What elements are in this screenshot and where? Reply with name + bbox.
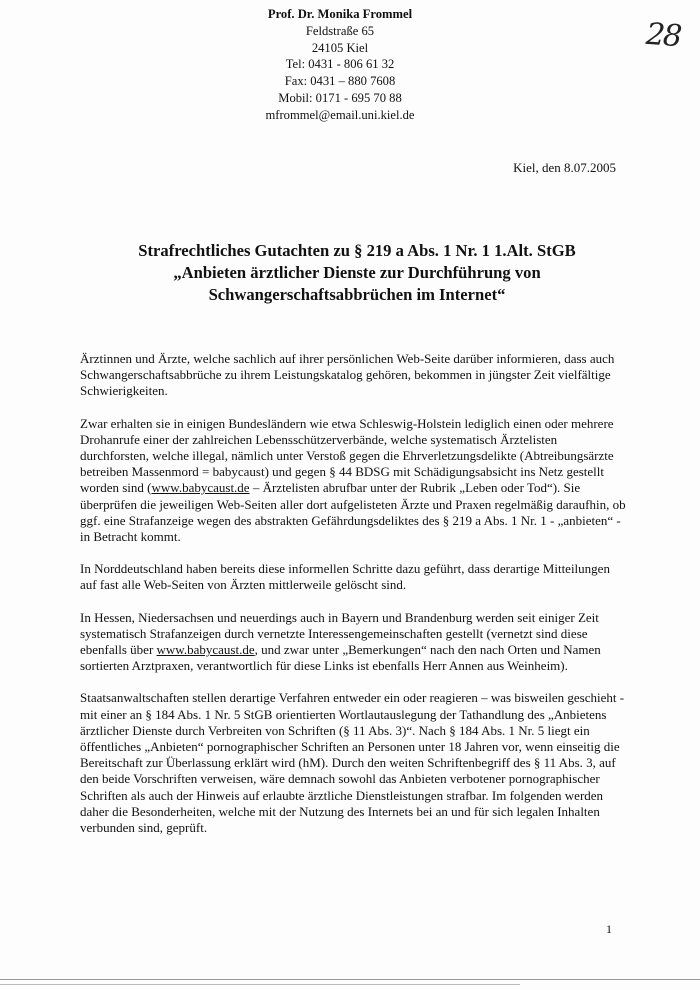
address-street: Feldstraße 65: [305, 23, 375, 38]
address-city: 24105 Kiel: [311, 40, 369, 55]
letterhead: [230, 6, 450, 124]
paragraph-2-text-a: Zwar erhalten sie in einigen Bundesländern wie etwa Schleswig-Holstein lediglich einen oder mehrere Drohanrufe einer der zahlreichen Lebensschützerverbände, welche systematisch Ärztelisten durchforsten, welche illegal, nämlich unter Verstoß gegen die Ehrverletzungsdelikte (Abtreibungsärzte betreiben Massenmord = babycaust) und gegen § 44 BDSG mit Schädigungsabsicht ins Netz gestellt worden sind (: [80, 415, 614, 496]
mobile-number: Mobil: 0171 - 695 70 88: [278, 90, 402, 105]
title-line-1: Strafrechtliches Gutachten zu § 219 a Abs. 1 Nr. 1 1.Alt. StGB: [138, 241, 576, 260]
phone-number: Tel: 0431 - 806 61 32: [285, 57, 395, 72]
paragraph-1: Ärztinnen und Ärzte, welche sachlich auf ihrer persönlichen Web-Seite darüber informieren, dass auch Schwangerschaftsabbrüche zu ihrem Leistungskatalog gehören, bekommen in jüngster Zeit vielfältige Schwierigkeiten.: [80, 351, 615, 399]
body-text: [80, 351, 628, 852]
paragraph-4: [80, 610, 628, 675]
paragraph-5: Staatsanwaltschaften stellen derartige Verfahren entweder ein oder reagieren – was bisweilen geschieht - mit einer an § 184 Abs. 1 Nr. 5 StGB orientierten Wortlautauslegung der Tathandlung des „Anbietens ärztlicher Dienste durch Verbreiten von Schriften (§ 11 Abs. 3)“. Nach § 184 Abs. 1 Nr. 5 liegt ein öffentliches „Anbieten“ pornographischer Schriften an Personen unter 18 Jahren vor, wenn einseitig die Bereitschaft zur Überlassung erklärt wird (hM). Durch den weiten Schriftenbegriff des § 11 Abs. 3, auf den beide Vorschriften verweisen, wäre demnach sowohl das Anbieten verbotener pornographischer Schriften als auch der Hinweis auf erlaubte ärztliche Dienstleistungen strafbar. Im folgenden werden daher die Besonderheiten, welche mit der Nutzung des Internets bei an und für sich legalen Inhalten verbunden sind, geprüft.: [80, 690, 625, 836]
email-address: mfrommel@email.uni.kiel.de: [265, 107, 415, 122]
paragraph-3: In Norddeutschland haben bereits diese informellen Schritte dazu geführt, dass derartige Mitteilungen auf fast alle Web-Seiten von Ärzten mittlerweile gelöscht sind.: [80, 561, 610, 593]
scan-edge-line: [0, 979, 700, 980]
page-number: 1: [606, 922, 612, 936]
author-name: Prof. Dr. Monika Frommel: [267, 7, 413, 21]
babycaust-link[interactable]: www.babycaust.de: [151, 480, 250, 496]
paragraph-4-text-b: , und zwar unter „Bemerkungen“ nach den nach Orten und Namen sortierten Arztpraxen, verantwortlich für diese Links ist ebenfalls Herr Annen aus Weinheim).: [80, 642, 601, 674]
babycaust-link-2[interactable]: www.babycaust.de: [156, 642, 255, 658]
date-line: Kiel, den 8.07.2005: [513, 160, 616, 175]
document-title: [60, 240, 654, 306]
fax-number: Fax: 0431 – 880 7608: [284, 74, 396, 89]
paragraph-2: [80, 416, 628, 546]
paragraph-2-text-b: – Ärztelisten abrufbar unter der Rubrik „Leben oder Tod“). Sie überprüfen die jeweiligen Web-Seiten aller dort aufgelisteten Ärzte und Praxen regelmäßig daraufhin, ob ggf. eine Strafanzeige wegen des abstrakten Gefährdungsdeliktes des § 219 a Abs. 1 Nr. 1 - „anbieten“ - in Betracht kommt.: [80, 480, 626, 545]
title-line-3: Schwangerschaftsabbrüchen im Internet“: [208, 285, 506, 304]
scan-edge-line-secondary: [0, 984, 520, 985]
title-line-2: „Anbieten ärztlicher Dienste zur Durchführung von: [173, 263, 541, 282]
paragraph-4-text-a: In Hessen, Niedersachsen und neuerdings auch in Bayern und Brandenburg werden seit einiger Zeit systematisch Strafanzeigen durch vernetzte Interessengemeinschaften gestellt (vernetzt sind diese ebenfalls über: [80, 609, 599, 658]
handwritten-page-annotation: 28: [644, 16, 682, 55]
